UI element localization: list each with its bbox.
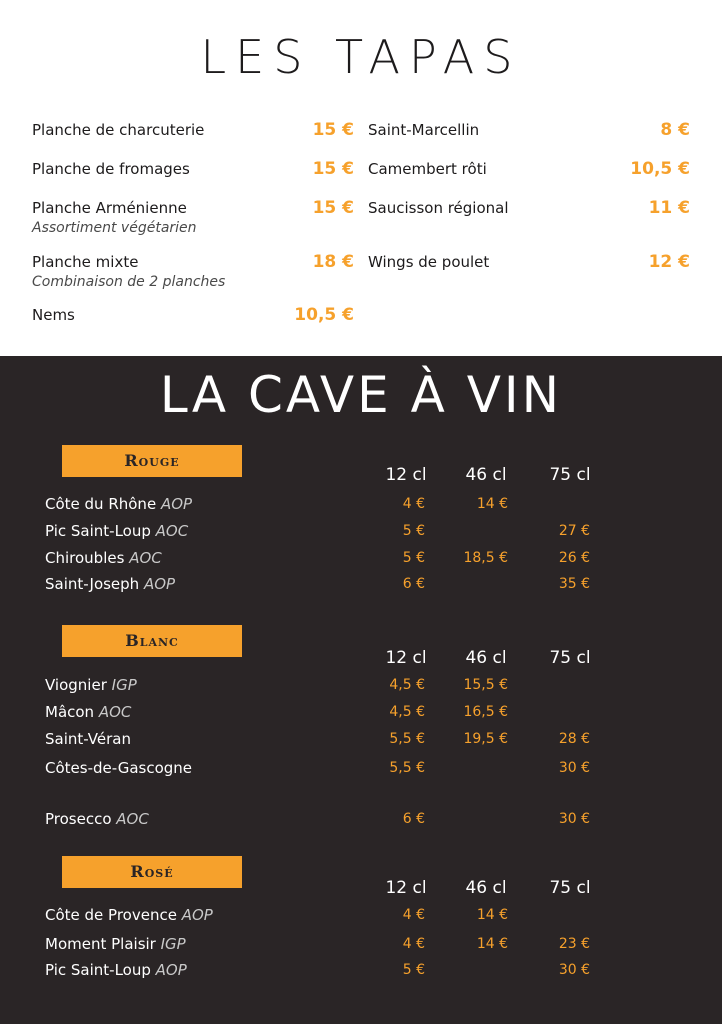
price-12cl: 5 € — [402, 523, 425, 539]
wine-row — [0, 807, 722, 831]
tapas-item-price: 15 € — [312, 159, 354, 179]
tapas-item-price: 12 € — [648, 252, 690, 272]
price-12cl: 6 € — [402, 811, 425, 827]
column-header-12cl: 12 cl — [385, 878, 427, 898]
column-header-46cl: 46 cl — [465, 465, 507, 485]
tapas-item-price: 8 € — [660, 120, 690, 140]
wine-appellation: AOC — [129, 549, 162, 567]
tapas-item — [32, 197, 354, 237]
wine-name: Côtes-de-Gascogne — [45, 759, 193, 777]
price-46cl: 14 € — [476, 907, 508, 923]
wine-row — [0, 519, 722, 543]
price-12cl: 4 € — [402, 496, 425, 512]
wine-name: Mâcon AOC — [45, 703, 132, 721]
category-badge: Rosé — [62, 856, 242, 888]
wine-appellation: AOC — [116, 810, 149, 828]
wine-name: Prosecco AOC — [45, 810, 149, 828]
price-12cl: 4 € — [402, 907, 425, 923]
tapas-item-name: Planche de charcuterie — [32, 121, 205, 139]
wine-name: Côte du Rhône AOP — [45, 495, 193, 513]
tapas-item-name: Nems — [32, 306, 75, 324]
price-46cl: 19,5 € — [463, 731, 508, 747]
wine-row — [0, 700, 722, 724]
wine-appellation: AOP — [181, 906, 213, 924]
tapas-item-price: 10,5 € — [630, 159, 690, 179]
wine-row — [0, 572, 722, 596]
column-header-75cl: 75 cl — [549, 878, 591, 898]
wine-row — [0, 932, 722, 956]
wine-cellar-title: LA CAVE À VIN — [159, 366, 563, 424]
wine-name: Pic Saint-Loup AOC — [45, 522, 189, 540]
tapas-item-name: Planche mixte — [32, 253, 139, 271]
price-12cl: 5 € — [402, 962, 425, 978]
tapas-item-description: Combinaison de 2 planches — [32, 274, 226, 290]
tapas-title: LES TAPAS — [200, 30, 522, 84]
price-12cl: 4,5 € — [389, 677, 425, 693]
price-75cl: 35 € — [558, 576, 590, 592]
price-12cl: 4 € — [402, 936, 425, 952]
wine-name: Saint-Véran — [45, 730, 131, 748]
wine-name: Côte de Provence AOP — [45, 906, 213, 924]
wine-appellation: AOC — [155, 522, 189, 540]
tapas-item — [368, 158, 690, 180]
price-12cl: 5,5 € — [389, 731, 425, 747]
price-75cl: 28 € — [558, 731, 590, 747]
tapas-item-price: 15 € — [312, 198, 354, 218]
tapas-item-name: Planche de fromages — [32, 160, 190, 178]
tapas-item-price: 18 € — [312, 252, 354, 272]
wine-name: Chiroubles AOC — [45, 549, 162, 567]
wine-row — [0, 492, 722, 516]
column-header-46cl: 46 cl — [465, 878, 507, 898]
wine-cellar-section — [0, 356, 722, 1024]
tapas-item — [32, 119, 354, 141]
wine-row — [0, 546, 722, 570]
category-badge: Blanc — [62, 625, 242, 657]
tapas-item — [32, 251, 354, 291]
wine-row — [0, 958, 722, 982]
column-header-75cl: 75 cl — [549, 465, 591, 485]
tapas-item — [368, 119, 690, 141]
category-badge: Rouge — [62, 445, 242, 477]
price-46cl: 14 € — [476, 496, 508, 512]
price-12cl: 4,5 € — [389, 704, 425, 720]
wine-row — [0, 903, 722, 927]
wine-name: Moment Plaisir IGP — [45, 935, 186, 953]
tapas-item — [32, 304, 354, 326]
wine-appellation: AOP — [160, 495, 193, 513]
tapas-item-price: 11 € — [648, 198, 690, 218]
price-75cl: 30 € — [558, 811, 590, 827]
tapas-item-price: 15 € — [312, 120, 354, 140]
wine-name: Pic Saint-Loup AOP — [45, 961, 187, 979]
price-75cl: 27 € — [558, 523, 590, 539]
wine-appellation: AOP — [143, 575, 176, 593]
price-46cl: 14 € — [476, 936, 508, 952]
tapas-item-name: Planche Arménienne — [32, 199, 187, 217]
column-header-46cl: 46 cl — [465, 648, 507, 668]
wine-row — [0, 727, 722, 751]
price-12cl: 5 € — [402, 550, 425, 566]
wine-appellation: AOC — [98, 703, 132, 721]
wine-appellation: AOP — [155, 961, 187, 979]
price-12cl: 6 € — [402, 576, 425, 592]
price-75cl: 26 € — [558, 550, 590, 566]
tapas-item-name: Camembert rôti — [368, 160, 487, 178]
tapas-item-name: Wings de poulet — [368, 253, 490, 271]
tapas-item — [368, 197, 690, 219]
price-75cl: 30 € — [558, 962, 590, 978]
wine-name: Viognier IGP — [45, 676, 137, 694]
price-75cl: 30 € — [558, 760, 590, 776]
wine-category-rouge — [0, 445, 722, 605]
tapas-item — [32, 158, 354, 180]
price-46cl: 15,5 € — [463, 677, 508, 693]
tapas-item-name: Saucisson régional — [368, 199, 509, 217]
wine-category-blanc — [0, 625, 722, 835]
price-75cl: 23 € — [558, 936, 590, 952]
wine-row — [0, 756, 722, 780]
column-header-75cl: 75 cl — [549, 648, 591, 668]
wine-category-rose — [0, 856, 722, 996]
price-12cl: 5,5 € — [389, 760, 425, 776]
wine-appellation: IGP — [111, 676, 137, 694]
tapas-item-name: Saint-Marcellin — [368, 121, 480, 139]
tapas-section — [0, 0, 722, 356]
price-46cl: 18,5 € — [463, 550, 508, 566]
column-header-12cl: 12 cl — [385, 648, 427, 668]
wine-appellation: IGP — [160, 935, 186, 953]
tapas-item-price: 10,5 € — [294, 305, 354, 325]
wine-name: Saint-Joseph AOP — [45, 575, 176, 593]
price-46cl: 16,5 € — [463, 704, 508, 720]
column-header-12cl: 12 cl — [385, 465, 427, 485]
tapas-item — [368, 251, 690, 273]
wine-row — [0, 673, 722, 697]
tapas-item-description: Assortiment végétarien — [32, 220, 197, 236]
